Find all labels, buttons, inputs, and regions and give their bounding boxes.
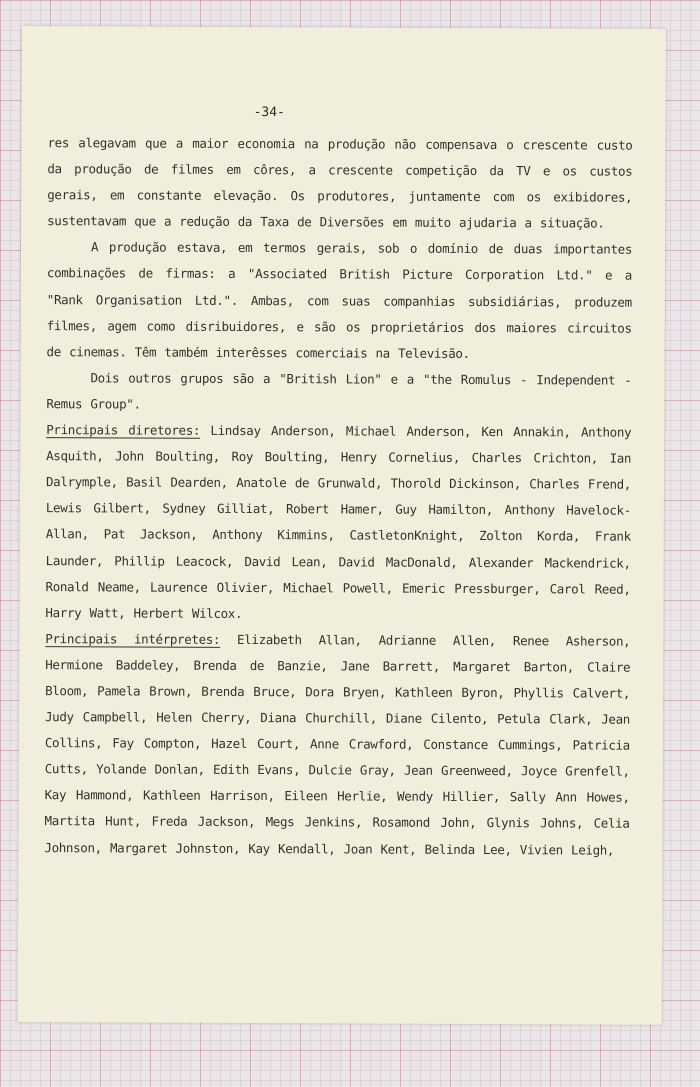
page-number: -34-	[253, 105, 285, 121]
actors-section	[44, 626, 630, 863]
paragraph-production-companies: A produção estava, em termos gerais, sob o domínio de duas importantes combinações de firmas: a "Associated British Picture Corporation Ltd." e a "Rank Organisation Ltd.". Ambas, com suas companhias subsidiárias, produzem filmes, agem como disribuidores, e são os proprietários dos maiores circuitos de cinemas. Têm também interêsses comerciais na Televisão.	[46, 239, 633, 361]
paragraph-other-groups: Dois outros grupos são a "British Lion" e a "the Romulus - Independent - Remus Group".	[46, 370, 632, 412]
paragraph-production-costs: res alegavam que a maior economia na produção não compensava o crescente custo da produção de filmes em côres, a crescente competição da TV e os custos gerais, em constante elevação. Os produtores, juntamente com os exibidores, sustentavam que a redução da Taxa de Diversões em muito ajudaria a situação.	[47, 135, 633, 231]
actors-heading: Principais intérpretes:	[45, 630, 221, 647]
directors-list: Lindsay Anderson, Michael Anderson, Ken Annakin, Anthony Asquith, John Boulting, Roy Boulting, Henry Cornelius, Charles Crichton, Ian Dalrymple, Basil Dearden, Anatole de Grunwald, Thorold Dickinson, Charles Frend, Lewis Gilbert, Sydney Gilliat, Robert Hamer, Guy Hamilton, Anthony Havelock-Allan, Pat Jackson, Anthony Kimmins, CastletonKnight, Zolton Korda, Frank Launder, Phillip Leacock, David Lean, David MacDonald, Alexander Mackendrick, Ronald Neame, Laurence Olivier, Michael Powell, Emeric Pressburger, Carol Reed, Harry Watt, Herbert Wilcox.	[45, 422, 632, 621]
document-body	[44, 130, 632, 863]
directors-section	[45, 417, 631, 628]
actors-list: Elizabeth Allan, Adrianne Allen, Renee Asherson, Hermione Baddeley, Brenda de Banzie, Jane Barrett, Margaret Barton, Claire Bloom, Pamela Brown, Brenda Bruce, Dora Bryen, Kathleen Byron, Phyllis Calvert, Judy Campbell, Helen Cherry, Diana Churchill, Diane Cilento, Petula Clark, Jean Collins, Fay Compton, Hazel Court, Anne Crawford, Constance Cummings, Patricia Cutts, Yolande Donlan, Edith Evans, Dulcie Gray, Jean Greenweed, Joyce Grenfell, Kay Hammond, Kathleen Harrison, Eileen Herlie, Wendy Hillier, Sally Ann Howes, Martita Hunt, Freda Jackson, Megs Jenkins, Rosamond John, Glynis Johns, Celia Johnson, Margaret Johnston, Kay Kendall, Joan Kent, Belinda Lee, Vivien Leigh,	[44, 631, 631, 858]
directors-heading: Principais diretores:	[46, 422, 201, 438]
typewritten-page	[18, 26, 666, 1025]
